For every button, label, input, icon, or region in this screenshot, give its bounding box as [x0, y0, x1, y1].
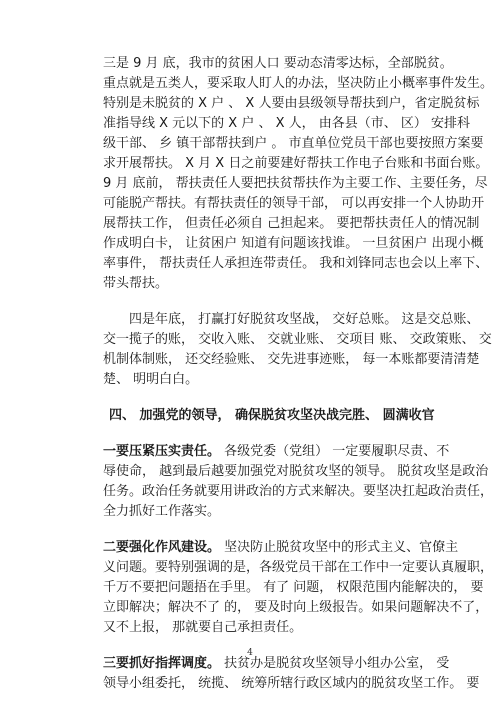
text-line: 任务。政治任务就要用讲政治的方式来解决。要坚决扛起政治责任，: [103, 484, 494, 499]
text-line: 率事件， 帮扶责任人承担连带责任。 我和刘锋同志也会以上率下、: [103, 256, 489, 271]
text-line: 9 月 底前， 帮扶责任人要把扶贫帮扶作为主要工作、主要任务，尽: [103, 176, 488, 191]
subsection-responsibility: [103, 442, 494, 522]
text-line: 四是年底， 打赢打好脱贫攻坚战， 交好总账。 这是交总账、: [129, 312, 480, 327]
heading-text: 四、 加强党的领导， 确保脱贫攻坚决战完胜、 圆满收官: [109, 408, 435, 423]
text-line: 求开展帮扶。 X 月 X 日之前要建好帮扶工作电子台账和书面台账。: [103, 156, 489, 171]
text-line: 全力抓好工作落实。: [103, 504, 221, 519]
paragraph-year-end: [103, 310, 492, 390]
text-line: 特别是未脱贫的 X 户 、 X 人要由县级领导帮扶到户，省定脱贫标: [103, 96, 480, 111]
text-line: 义问题。要特别强调的是，各级党员干部在工作中一定要认真履职，: [103, 560, 494, 575]
text-run: 坚决防止脱贫攻坚中的形式主义、官僚主: [220, 540, 459, 555]
text-line: [103, 442, 450, 462]
text-line: 领导小组委托， 统揽、 统筹所辖行政区域内的脱贫攻坚工作。 要: [103, 676, 480, 691]
text-run: 各级党委（党组） 一定要履职尽责、不: [220, 444, 450, 459]
page-number: 4: [247, 648, 253, 658]
text-line: 可能脱产帮扶。有帮扶责任的领导干部， 可以再安排一个人协助开: [103, 196, 485, 211]
section-heading: [103, 406, 435, 426]
text-line: 展帮扶工作， 但责任必须自 己担起来。 要把帮扶责任人的情况制: [103, 216, 480, 231]
text-line: 准指导线 X 元以下的 X 户 、 X 人， 由各县（市、 区） 安排科: [103, 116, 471, 131]
text-line: 机制体制账， 还交经验账、 交先进事迹账， 每一本账都要清清楚: [103, 352, 480, 367]
paragraph-september-deadline: [103, 54, 494, 294]
subsection-title: 二要强化作风建设。: [103, 540, 221, 555]
text-run: 扶贫办是脱贫攻坚领导小组办公室， 受: [220, 656, 450, 671]
subsection-command: [103, 654, 480, 694]
text-line: 重点就是五类人，要采取人盯人的办法，坚决防止小概率事件发生。: [103, 76, 494, 91]
text-line: 带头帮扶。: [103, 276, 169, 291]
document-body: [103, 54, 494, 694]
text-line: 楚、 明明白白。: [103, 372, 199, 387]
text-line: 三是 9 月 底，我市的贫困人口 要动态清零达标，全部脱贫。: [103, 56, 453, 71]
text-line: 辱使命， 越到最后越要加强党对脱贫攻坚的领导。 脱贫攻坚是政治: [103, 464, 489, 479]
text-line: [103, 538, 459, 558]
subsection-work-style: [103, 538, 494, 638]
text-line: 级干部、 乡 镇干部帮扶到户 。 市直单位党员干部也要按照方案要: [103, 136, 484, 151]
text-line: 千万不要把问题捂在手里。 有了 问题， 权限范围内能解决的， 要: [103, 580, 484, 595]
text-line: 又不上报， 那就要自己承担责任。: [103, 620, 303, 635]
text-line: 交一揽子的账， 交收入账、 交就业账、 交项目 账、 交政策账、 交: [103, 332, 492, 347]
subsection-title: 三要抓好指挥调度。: [103, 656, 221, 671]
subsection-title: 一要压紧压实责任。: [103, 444, 221, 459]
text-line: 作成明白卡， 让贫困户 知道有问题该找谁。 一旦贫困户 出现小概: [103, 236, 484, 251]
text-line: 立即解决；解决不了 的， 要及时向上级报告。如果问题解决不了，: [103, 600, 489, 615]
